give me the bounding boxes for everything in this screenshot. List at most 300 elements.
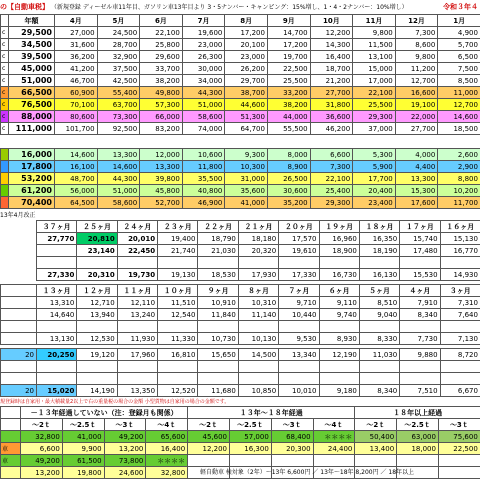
table-cell: 46,200	[310, 123, 353, 135]
table-cell: 9,180	[319, 385, 359, 397]
table-cell: 14,190	[77, 385, 117, 397]
table-cell: 22,500	[438, 443, 480, 455]
column-header: 10月	[310, 15, 353, 27]
table-cell: 27,700	[395, 123, 438, 135]
table-cell	[355, 455, 397, 467]
table-cell: 14,640	[37, 309, 77, 321]
page-title: の【自動車税】	[0, 3, 49, 11]
table-cell: 49,800	[140, 87, 183, 99]
table-cell: 10,300	[225, 161, 268, 173]
column-header: １９ヶ月	[319, 221, 359, 233]
table-cell: 53,200	[9, 173, 55, 185]
table-cell	[37, 245, 77, 257]
table-cell	[1, 297, 37, 309]
table-cell: 20,100	[225, 39, 268, 51]
table-cell: 13,350	[117, 385, 157, 397]
table-cell	[359, 361, 399, 373]
table-cell: 49,200	[104, 431, 146, 443]
column-header: ３７ヶ月	[37, 221, 77, 233]
table-cell: 92,500	[97, 123, 140, 135]
table-cell	[400, 373, 440, 385]
page-subtitle: （新規登録 ディーゼル車11年目、ガソリン車13年目より 3・5ナンバー・キャンピング：15%増し、1・4・2ナンバー：10%増し）	[50, 4, 408, 11]
row-label	[1, 467, 21, 479]
table-cell: 44,000	[267, 111, 310, 123]
table-cell: 9,800	[353, 27, 396, 39]
table-cell: 5,700	[438, 39, 480, 51]
weight-tax-months-a	[36, 220, 480, 281]
table-cell: 30,000	[182, 63, 225, 75]
row-label	[1, 185, 9, 197]
weight-class-header: ～2ｔ	[355, 419, 397, 431]
group-blank	[1, 407, 21, 419]
table-cell: 15,740	[400, 233, 440, 245]
table-cell: 8,510	[359, 297, 399, 309]
table-cell: 13,940	[77, 309, 117, 321]
table-cell: 26,500	[267, 173, 310, 185]
table-cell: 68,400	[271, 431, 313, 443]
table-cell: 29,700	[225, 75, 268, 87]
column-header: ５ヶ月	[359, 285, 399, 297]
table-cell: 5,300	[353, 149, 396, 161]
column-header: ２２ヶ月	[198, 221, 238, 233]
table-cell: 45,000	[9, 63, 55, 75]
table-cell: 70,400	[9, 197, 55, 209]
table-cell: 10,440	[279, 309, 319, 321]
table-cell: 16,300	[229, 443, 271, 455]
table-cell: 57,300	[140, 99, 183, 111]
table-row	[1, 309, 480, 321]
table-cell: 26,200	[225, 63, 268, 75]
table-cell: 11,140	[238, 309, 278, 321]
column-header	[1, 285, 37, 297]
table-cell: 48,700	[55, 173, 98, 185]
table-cell: 58,600	[182, 111, 225, 123]
sub-header-row	[1, 419, 480, 431]
table-cell: 13,400	[355, 443, 397, 455]
row-label: c	[1, 27, 9, 39]
table-cell: 75,600	[438, 431, 480, 443]
column-header: ２３ヶ月	[158, 221, 198, 233]
table-cell: 18,180	[238, 233, 278, 245]
table-cell: 7,500	[438, 63, 480, 75]
table-cell: 23,000	[225, 51, 268, 63]
column-header: ８ヶ月	[238, 285, 278, 297]
table-cell: 16,400	[146, 443, 188, 455]
weight-class-header: ～3ｔ	[271, 419, 313, 431]
table-cell	[198, 373, 238, 385]
table-cell: 11,200	[395, 63, 438, 75]
table-cell	[198, 257, 238, 269]
column-header: ９ヶ月	[198, 285, 238, 297]
table-cell: 29,300	[353, 111, 396, 123]
column-header: ２１ヶ月	[238, 221, 278, 233]
table-cell	[238, 361, 278, 373]
table-row	[1, 149, 480, 161]
table-cell: 41,000	[225, 197, 268, 209]
table-row	[1, 185, 480, 197]
table-cell: 11,510	[158, 297, 198, 309]
column-header: ３ヶ月	[440, 285, 480, 297]
table-cell: 17,700	[353, 173, 396, 185]
table-cell: 19,100	[395, 99, 438, 111]
table-cell: 9,740	[319, 309, 359, 321]
table-cell: 7,730	[400, 333, 440, 345]
table-cell	[1, 309, 37, 321]
column-header: ７ヶ月	[279, 285, 319, 297]
column-header: 11月	[353, 15, 396, 27]
table-cell: 74,000	[182, 123, 225, 135]
table-cell	[359, 373, 399, 385]
row-label	[1, 149, 9, 161]
table-cell	[117, 373, 157, 385]
table-cell: 52,700	[140, 197, 183, 209]
table-cell: 12,520	[158, 385, 198, 397]
table-cell: 45,600	[188, 431, 230, 443]
table-cell: 16,350	[359, 233, 399, 245]
table-cell: 36,600	[310, 111, 353, 123]
table-row	[1, 27, 480, 39]
table-cell	[1, 361, 37, 373]
table-cell: 73,300	[97, 111, 140, 123]
table-cell: 19,700	[267, 51, 310, 63]
table-cell: 51,000	[9, 75, 55, 87]
weight-class-header: ～2ｔ	[21, 419, 63, 431]
table-cell	[319, 321, 359, 333]
table-cell	[400, 257, 440, 269]
table-cell: 39,500	[9, 51, 55, 63]
table-cell: 20	[1, 385, 37, 397]
table-cell: 37,000	[353, 123, 396, 135]
table-cell: 32,800	[21, 431, 63, 443]
table-row	[37, 257, 480, 269]
table-cell: 80,600	[55, 111, 98, 123]
table-cell: 21,030	[198, 245, 238, 257]
row-label: c	[1, 111, 9, 123]
table-cell	[319, 361, 359, 373]
table-cell: 51,000	[182, 99, 225, 111]
table-cell: 18,500	[438, 123, 480, 135]
table-cell: 57,000	[229, 431, 271, 443]
column-header: ２０ヶ月	[279, 221, 319, 233]
table-cell: 15,530	[400, 269, 440, 281]
sub-blank	[1, 419, 21, 431]
table-cell	[198, 321, 238, 333]
table-row	[1, 197, 480, 209]
table-cell: 10,910	[198, 297, 238, 309]
table-cell: 8,340	[359, 385, 399, 397]
table-row	[1, 51, 480, 63]
table-cell	[37, 257, 77, 269]
table-cell: 28,700	[97, 39, 140, 51]
table-cell	[1, 321, 37, 333]
column-header: ６ヶ月	[319, 285, 359, 297]
table-cell: 19,600	[182, 27, 225, 39]
table-cell: 32,800	[146, 467, 188, 479]
kei-note: 軽自動車 検対象（2年）～13年 6,600円 ／ 13年～18年 8,200円 ／ 18年以上	[200, 469, 415, 476]
table-cell	[400, 321, 440, 333]
table-cell: 51,000	[97, 185, 140, 197]
row-label: c	[1, 39, 9, 51]
table-cell: 29,500	[9, 27, 55, 39]
row-label: c	[1, 99, 9, 111]
table-row	[1, 373, 480, 385]
table-cell: 22,100	[140, 27, 183, 39]
table-cell	[400, 361, 440, 373]
table-cell: 12,530	[77, 333, 117, 345]
table-cell: 6,500	[438, 51, 480, 63]
table-cell: 41,000	[62, 431, 104, 443]
table-row	[1, 111, 480, 123]
tax-table-other	[0, 148, 480, 209]
table-cell: 13,300	[97, 149, 140, 161]
table-cell	[77, 321, 117, 333]
weight-class-header: ～2ｔ	[188, 419, 230, 431]
row-label: c	[1, 75, 9, 87]
table-cell: 16,000	[9, 149, 55, 161]
table-cell: 6,670	[440, 385, 480, 397]
table-cell: 20,310	[77, 269, 117, 281]
table-cell: 24,600	[104, 467, 146, 479]
table-cell: 11,680	[198, 385, 238, 397]
table-header-row	[1, 285, 480, 297]
table-cell: 14,600	[55, 149, 98, 161]
table-cell: 7,640	[440, 309, 480, 321]
table-cell: 16,100	[55, 161, 98, 173]
table-cell: 18,190	[359, 245, 399, 257]
table-cell: 16,600	[395, 87, 438, 99]
column-header: 4月	[55, 15, 98, 27]
table-cell: 23,140	[77, 245, 117, 257]
table-cell: 12,190	[319, 349, 359, 361]
table-cell: 46,700	[55, 75, 98, 87]
table-cell: 16,810	[158, 349, 198, 361]
table-cell: 37,500	[97, 63, 140, 75]
table-cell: 45,800	[140, 185, 183, 197]
row-label: 車	[1, 443, 21, 455]
table-cell	[271, 455, 313, 467]
weight-class-header: ～2.5ｔ	[397, 419, 439, 431]
table-cell: 76,500	[9, 99, 55, 111]
table-cell	[1, 373, 37, 385]
group-18y: １８年以上経過	[355, 407, 480, 419]
column-header: 12月	[395, 15, 438, 27]
column-header: 8月	[225, 15, 268, 27]
table-cell	[117, 361, 157, 373]
table-cell: 12,540	[158, 309, 198, 321]
table-cell: 17,200	[225, 27, 268, 39]
table-cell: 12,200	[310, 27, 353, 39]
table-cell: 11,500	[353, 39, 396, 51]
table-cell: 70,100	[55, 99, 98, 111]
table-cell: 101,700	[55, 123, 98, 135]
table-cell: 27,700	[310, 87, 353, 99]
table-cell: 44,300	[182, 87, 225, 99]
table-cell: 38,200	[267, 99, 310, 111]
table-cell	[359, 257, 399, 269]
table-cell: 5,900	[353, 161, 396, 173]
table-cell: 9,110	[319, 297, 359, 309]
table-cell: 22,000	[395, 111, 438, 123]
table-cell: 51,300	[225, 111, 268, 123]
column-header: ２５ヶ月	[77, 221, 117, 233]
table-cell: 17,480	[400, 245, 440, 257]
table-cell: 4,900	[438, 27, 480, 39]
table-cell	[229, 455, 271, 467]
table-cell: 8,930	[319, 333, 359, 345]
table-cell	[37, 321, 77, 333]
column-header: 6月	[140, 15, 183, 27]
column-header: 9月	[267, 15, 310, 27]
table-cell: 39,800	[140, 173, 183, 185]
table-cell: 10,310	[238, 297, 278, 309]
table-cell: 18,790	[198, 233, 238, 245]
table-cell: 12,700	[438, 99, 480, 111]
table-cell: 17,930	[238, 269, 278, 281]
table-cell: 20,300	[271, 443, 313, 455]
table-cell: 20,320	[238, 245, 278, 257]
table-cell	[188, 455, 230, 467]
table-cell: 31,800	[310, 99, 353, 111]
row-label	[1, 161, 9, 173]
table-cell: 13,300	[395, 173, 438, 185]
table-cell: 23,400	[353, 197, 396, 209]
table-cell: 14,300	[310, 39, 353, 51]
row-label: c	[1, 51, 9, 63]
group-13-18y: １３年～１８年経過	[188, 407, 355, 419]
table-cell: 8,340	[400, 309, 440, 321]
table-cell: 13,310	[37, 297, 77, 309]
era-label: 令和３年４	[443, 3, 478, 11]
table-cell: 25,500	[267, 75, 310, 87]
table-cell	[440, 373, 480, 385]
row-label	[1, 173, 9, 185]
table-cell: 35,600	[225, 185, 268, 197]
table-cell: 13,240	[117, 309, 157, 321]
weight-class-header: ～4ｔ	[313, 419, 355, 431]
table-cell: 17,600	[395, 197, 438, 209]
table-cell: 18,900	[319, 245, 359, 257]
table-cell: 14,500	[238, 349, 278, 361]
table-cell: 27,000	[55, 27, 98, 39]
table-cell: 14,600	[438, 111, 480, 123]
table-cell: 17,570	[279, 233, 319, 245]
table-row	[1, 431, 480, 443]
weight-class-header: ～3ｔ	[438, 419, 480, 431]
table-cell	[440, 361, 480, 373]
table-cell: 9,530	[279, 333, 319, 345]
table-cell: 58,600	[97, 197, 140, 209]
table-cell	[158, 257, 198, 269]
table-cell: 8,500	[438, 75, 480, 87]
table-cell: 7,510	[400, 385, 440, 397]
table-cell: 22,450	[117, 245, 157, 257]
column-header: １８ヶ月	[359, 221, 399, 233]
table-cell: 55,400	[97, 87, 140, 99]
table-row	[37, 233, 480, 245]
table-cell	[238, 257, 278, 269]
table-cell	[279, 321, 319, 333]
table-cell: 73,800	[104, 455, 146, 467]
table-cell	[438, 455, 480, 467]
table-cell: 20,810	[77, 233, 117, 245]
table-cell: 36,200	[55, 51, 98, 63]
table-cell: 4,400	[395, 161, 438, 173]
table-cell: 55,500	[267, 123, 310, 135]
table-cell: 61,500	[62, 455, 104, 467]
table-cell	[117, 321, 157, 333]
table-cell	[238, 321, 278, 333]
weight-class-header: ～3ｔ	[104, 419, 146, 431]
weight-class-header: ～2.5ｔ	[229, 419, 271, 431]
table-cell: 60,900	[55, 87, 98, 99]
table-cell: 15,020	[37, 385, 77, 397]
table-cell: 11,030	[359, 349, 399, 361]
column-header: ２４ヶ月	[117, 221, 157, 233]
table-cell: 17,800	[9, 161, 55, 173]
table-cell	[1, 333, 37, 345]
table-cell: 10,850	[238, 385, 278, 397]
column-header: 1月	[438, 15, 480, 27]
table-cell: 33,700	[140, 63, 183, 75]
table-cell: 9,880	[400, 349, 440, 361]
table-cell: 63,700	[97, 99, 140, 111]
revision-note: 13年4月改正	[0, 212, 36, 219]
table-cell: 33,200	[267, 87, 310, 99]
table-cell: 35,500	[182, 173, 225, 185]
table-cell: 14,700	[267, 27, 310, 39]
table-cell: 19,120	[77, 349, 117, 361]
table-cell: 7,910	[400, 297, 440, 309]
table-cell: 19,800	[62, 467, 104, 479]
table-cell: 27,330	[37, 269, 77, 281]
table-cell: 16,400	[310, 51, 353, 63]
table-row	[1, 99, 480, 111]
table-cell: 19,400	[158, 233, 198, 245]
table-cell: 26,300	[182, 51, 225, 63]
table-cell: 15,300	[395, 185, 438, 197]
table-cell: 64,500	[55, 197, 98, 209]
table-cell: 30,600	[267, 185, 310, 197]
weight-note: 規登録時は自家用・最大積載量2以上で右の重量税の場合の金額 小型貨物は自家用の場合の金額です。	[0, 399, 230, 405]
table-cell: 24,400	[313, 443, 355, 455]
table-cell: 18,000	[397, 443, 439, 455]
table-cell: 19,730	[117, 269, 157, 281]
table-cell: 41,200	[55, 63, 98, 75]
table-cell: 16,130	[359, 269, 399, 281]
table-cell: 15,130	[440, 233, 480, 245]
column-header: １６ヶ月	[440, 221, 480, 233]
table-cell: 6,600	[21, 443, 63, 455]
table-cell: 11,330	[158, 333, 198, 345]
table-cell: 20	[1, 349, 37, 361]
table-cell	[279, 373, 319, 385]
table-cell	[397, 455, 439, 467]
table-cell: 14,930	[440, 269, 480, 281]
column-header: １１ヶ月	[117, 285, 157, 297]
table-cell: 64,700	[225, 123, 268, 135]
table-cell	[440, 257, 480, 269]
table-cell: 11,000	[438, 87, 480, 99]
table-cell: 40,800	[182, 185, 225, 197]
table-row	[1, 123, 480, 135]
group-13y: －１３年経過していない（注：登録月も関係）	[21, 407, 188, 419]
table-cell	[117, 257, 157, 269]
column-header: １３ヶ月	[37, 285, 77, 297]
table-cell: 12,000	[140, 149, 183, 161]
table-cell: 4,000	[395, 149, 438, 161]
row-label	[1, 197, 9, 209]
table-cell: 19,610	[279, 245, 319, 257]
